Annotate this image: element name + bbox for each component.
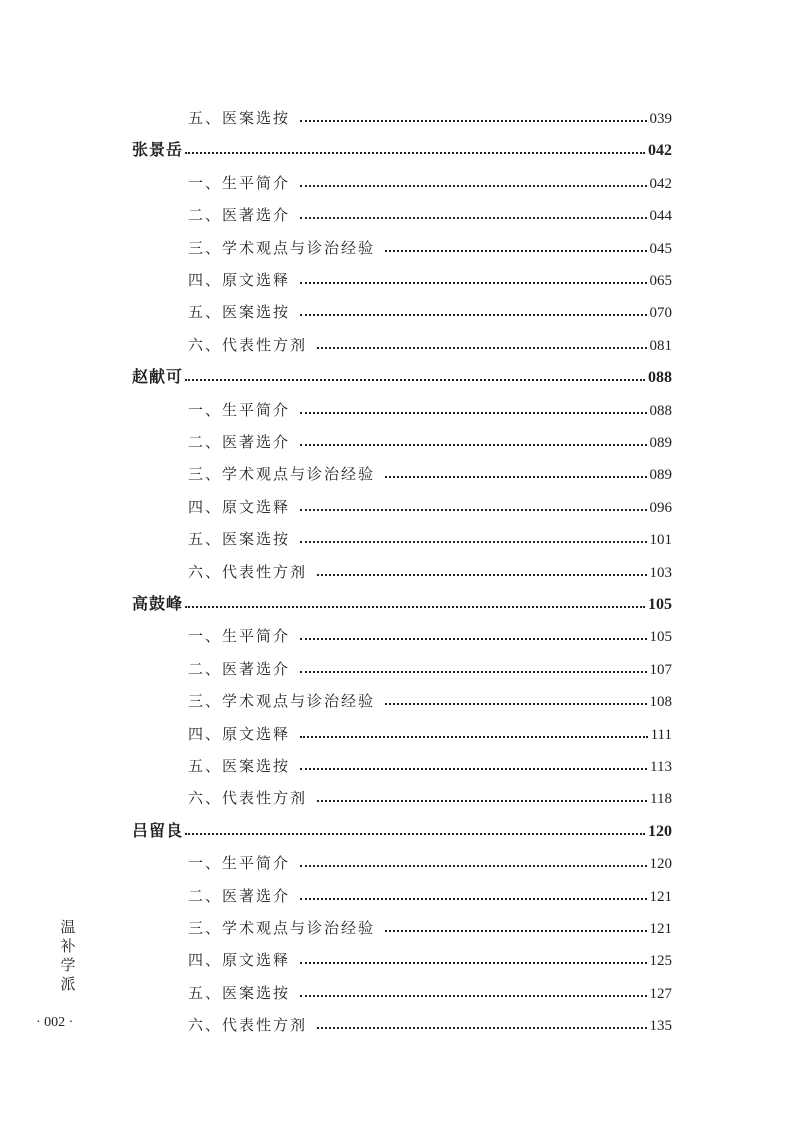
toc-entry-page: 070 [649, 305, 672, 322]
toc-entry-title: 吕留良 [132, 820, 184, 840]
dot-leader [300, 962, 646, 964]
toc-entry[interactable] [132, 363, 672, 391]
toc-entry[interactable] [188, 428, 672, 456]
toc-entry-title: 一、生平简介 [188, 854, 291, 873]
toc-entry-title: 五、医案选按 [188, 983, 291, 1002]
toc-entry-page: 103 [649, 564, 672, 581]
toc-entry-page: 039 [649, 111, 672, 127]
toc-entry-title: 张景岳 [132, 140, 184, 160]
dot-leader [300, 995, 646, 997]
toc-entry[interactable] [188, 493, 672, 521]
dot-leader [317, 800, 647, 802]
toc-entry-page: 135 [649, 1018, 672, 1035]
side-title-char: 补 [60, 937, 76, 955]
toc-entry-page: 096 [649, 499, 672, 516]
dot-leader [317, 347, 646, 349]
toc-entry[interactable] [188, 622, 672, 650]
dot-leader [185, 379, 645, 381]
dot-leader [300, 898, 646, 900]
toc-entry-title: 赵献可 [132, 367, 184, 387]
toc-entry-title: 二、医著选介 [188, 206, 291, 225]
toc-entry-title: 四、原文选释 [188, 497, 291, 516]
dot-leader [300, 217, 646, 219]
toc-entry[interactable] [188, 201, 672, 229]
dot-leader [317, 574, 646, 576]
toc-entry[interactable] [132, 817, 672, 845]
toc-entry-title: 六、代表性方剂 [188, 562, 308, 581]
toc-entry-page: 044 [649, 208, 672, 225]
toc-entry-page: 118 [650, 791, 672, 808]
toc-entry-page: 111 [650, 726, 672, 743]
toc-entry-title: 二、医著选介 [188, 659, 291, 678]
toc-entry[interactable] [188, 1011, 672, 1039]
toc-entry[interactable] [132, 136, 672, 164]
toc-entry-title: 二、医著选介 [188, 886, 291, 905]
toc-entry[interactable] [188, 234, 672, 262]
toc-entry-page: 101 [649, 532, 672, 549]
toc-entry-title: 五、医案选按 [188, 530, 291, 549]
toc-entry[interactable] [188, 849, 672, 877]
toc-entry-title: 六、代表性方剂 [188, 335, 308, 354]
toc-entry[interactable] [188, 169, 672, 197]
dot-leader [300, 768, 647, 770]
toc-entry[interactable] [188, 266, 672, 294]
toc-entry[interactable] [188, 396, 672, 424]
dot-leader [300, 314, 646, 316]
dot-leader [385, 250, 646, 252]
toc-entry-page: 042 [649, 175, 672, 192]
side-title-char: 学 [60, 956, 76, 974]
toc-entry[interactable] [188, 720, 672, 748]
toc-entry[interactable] [188, 104, 672, 132]
dot-leader [385, 476, 646, 478]
dot-leader [300, 671, 646, 673]
toc-entry[interactable] [132, 590, 672, 618]
toc-entry-page: 042 [648, 142, 672, 160]
toc-entry-page: 088 [648, 369, 672, 387]
dot-leader [385, 930, 646, 932]
dot-leader [385, 703, 646, 705]
toc-entry-page: 065 [649, 273, 672, 289]
dot-leader [185, 152, 645, 154]
toc-entry-title: 四、原文选释 [188, 271, 291, 289]
dot-leader [300, 444, 646, 446]
toc-entry[interactable] [188, 525, 672, 553]
side-title-char: 温 [60, 918, 76, 936]
toc-entry-page: 113 [650, 759, 672, 775]
toc-entry-title: 一、生平简介 [188, 173, 291, 192]
toc-entry-title: 三、学术观点与诊治经验 [188, 919, 376, 937]
toc-entry-page: 107 [649, 661, 672, 678]
toc-entry-title: 六、代表性方剂 [188, 1016, 308, 1035]
toc-entry-page: 088 [649, 402, 672, 419]
dot-leader [300, 865, 646, 867]
toc-entry[interactable] [188, 914, 672, 942]
dot-leader [300, 509, 646, 511]
toc-entry-page: 120 [649, 856, 672, 873]
toc-entry[interactable] [188, 331, 672, 359]
dot-leader [300, 736, 648, 738]
page-number: · 002 · [36, 1015, 74, 1030]
toc-entry-title: 四、原文选释 [188, 724, 291, 743]
dot-leader [185, 606, 645, 608]
toc-entry-page: 089 [649, 467, 672, 484]
toc-entry-title: 五、医案选按 [188, 757, 291, 775]
toc-entry-page: 105 [649, 629, 672, 646]
toc-entry-title: 三、学术观点与诊治经验 [188, 465, 376, 484]
toc-entry-page: 045 [649, 240, 672, 257]
toc-entry-page: 081 [649, 337, 672, 354]
toc-entry[interactable] [188, 752, 672, 780]
toc-entry[interactable] [188, 460, 672, 488]
toc-entry[interactable] [188, 558, 672, 586]
toc-entry-page: 125 [649, 953, 672, 970]
toc-entry[interactable] [188, 979, 672, 1007]
toc-entry-page: 105 [648, 596, 672, 613]
toc-entry-title: 二、医著选介 [188, 433, 291, 451]
toc-entry[interactable] [188, 298, 672, 326]
toc-entry-title: 五、医案选按 [188, 303, 291, 322]
toc-entry-page: 121 [649, 888, 672, 905]
toc-entry[interactable] [188, 687, 672, 715]
toc-entry-page: 108 [649, 694, 672, 711]
toc-entry-title: 一、生平简介 [188, 627, 291, 646]
toc-entry[interactable] [188, 784, 672, 812]
dot-leader [300, 282, 646, 284]
toc-entry-title: 三、学术观点与诊治经验 [188, 692, 376, 711]
toc-entry[interactable] [188, 946, 672, 974]
dot-leader [300, 541, 646, 543]
dot-leader [300, 638, 646, 640]
toc-entry-title: 四、原文选释 [188, 951, 291, 970]
toc-entry-title: 高鼓峰 [132, 594, 184, 613]
dot-leader [300, 185, 646, 187]
dot-leader [300, 120, 646, 122]
toc-entry[interactable] [188, 655, 672, 683]
dot-leader [317, 1027, 646, 1029]
toc-entry[interactable] [188, 882, 672, 910]
dot-leader [300, 412, 646, 414]
toc-entry-page: 089 [649, 435, 672, 451]
toc-entry-page: 120 [648, 822, 672, 840]
toc-entry-title: 六、代表性方剂 [188, 789, 308, 808]
book-series-title [58, 918, 78, 994]
toc-entry-title: 五、医案选按 [188, 109, 291, 127]
toc-entry-title: 三、学术观点与诊治经验 [188, 238, 376, 257]
dot-leader [185, 833, 645, 835]
toc-entry-title: 一、生平简介 [188, 400, 291, 419]
side-title-char: 派 [60, 975, 76, 993]
toc-entry-page: 127 [649, 985, 672, 1002]
toc-entry-page: 121 [649, 921, 672, 937]
